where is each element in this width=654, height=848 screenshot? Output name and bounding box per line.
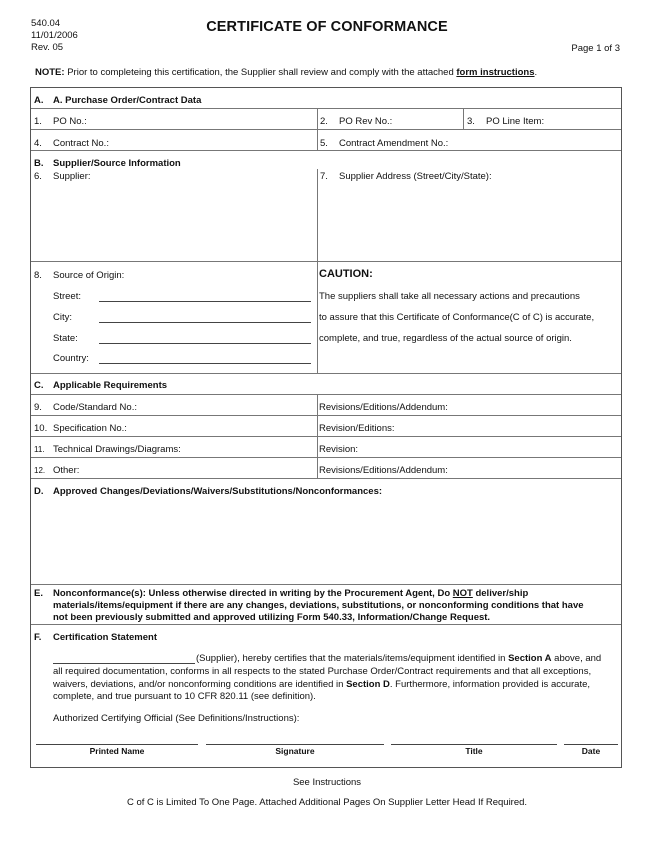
spec-revisions-field[interactable]: Revision/Editions: bbox=[319, 423, 395, 434]
contract-amendment-field[interactable]: Contract Amendment No.: bbox=[339, 138, 449, 149]
country-input[interactable] bbox=[99, 363, 311, 364]
cert-line-2: all required documentation, conforms in all respects to the stated Purchase Order/Contract requirements and that all exceptions, bbox=[53, 666, 592, 677]
form-revision: Rev. 05 bbox=[31, 42, 64, 53]
date-label: Date bbox=[581, 746, 601, 756]
supplier-address-field[interactable]: Supplier Address (Street/City/State): bbox=[339, 171, 492, 182]
section-b-title: Supplier/Source Information bbox=[53, 158, 181, 169]
divider bbox=[31, 624, 621, 625]
divider bbox=[463, 108, 464, 129]
divider bbox=[31, 394, 621, 395]
date-input[interactable] bbox=[564, 744, 618, 745]
page-indicator: Page 1 of 3 bbox=[571, 43, 620, 54]
code-revisions-field[interactable]: Revisions/Editions/Addendum: bbox=[319, 402, 448, 413]
section-f-letter: F. bbox=[34, 632, 42, 643]
section-e-line: deliver/ship bbox=[472, 588, 529, 599]
field-num: 3. bbox=[467, 116, 475, 127]
divider bbox=[317, 169, 318, 262]
divider bbox=[31, 457, 621, 458]
state-input[interactable] bbox=[99, 343, 311, 344]
form-instructions-link[interactable]: form instructions bbox=[456, 67, 535, 78]
note-label: NOTE: bbox=[35, 67, 65, 78]
cert-text: above, and bbox=[551, 653, 602, 664]
contract-number-field[interactable]: Contract No.: bbox=[53, 138, 109, 149]
divider bbox=[31, 108, 621, 109]
field-num: 4. bbox=[34, 138, 42, 149]
street-input[interactable] bbox=[99, 301, 311, 302]
divider bbox=[31, 373, 621, 374]
section-d-title: Approved Changes/Deviations/Waivers/Substitutions/Nonconformances: bbox=[53, 486, 383, 497]
note-end: . bbox=[534, 67, 538, 78]
country-label: Country: bbox=[53, 353, 89, 364]
form-number: 540.04 bbox=[31, 18, 61, 29]
field-num: 12. bbox=[34, 466, 46, 475]
cert-line-3 bbox=[53, 679, 590, 690]
authorized-official-label: Authorized Certifying Official (See Definitions/Instructions): bbox=[53, 713, 300, 724]
section-e-line: materials/items/equipment if there are any changes, deviations, substitutions, or nonconforming conditions that have bbox=[53, 600, 584, 611]
page-limit-note: C of C is Limited To One Page. Attached Additional Pages On Supplier Letter Head If Required. bbox=[126, 797, 528, 808]
caution-line: to assure that this Certificate of Conformance(C of C) is accurate, bbox=[319, 312, 595, 323]
caution-title: CAUTION: bbox=[319, 268, 373, 280]
not-emphasis: NOT bbox=[452, 588, 473, 599]
field-num: 5. bbox=[320, 138, 328, 149]
cert-line-1 bbox=[196, 653, 601, 664]
field-num: 11. bbox=[34, 445, 45, 454]
specification-field[interactable]: Specification No.: bbox=[53, 423, 127, 434]
signature-input[interactable] bbox=[206, 744, 384, 745]
section-e-line: not been previously submitted and approved utilizing Form 540.33, Information/Change Request. bbox=[53, 612, 491, 623]
printed-name-input[interactable] bbox=[36, 744, 198, 745]
title-label: Title bbox=[465, 746, 483, 756]
po-number-field[interactable]: PO No.: bbox=[53, 116, 87, 127]
caution-line: The suppliers shall take all necessary actions and precautions bbox=[319, 291, 580, 302]
cert-text: . Furthermore, information provided is accurate, bbox=[389, 679, 591, 690]
cert-text: waivers, deviations, and/or nonconforming conditions are identified in bbox=[53, 679, 347, 690]
po-line-item-field[interactable]: PO Line Item: bbox=[486, 116, 545, 127]
divider bbox=[31, 415, 621, 416]
see-instructions: See Instructions bbox=[292, 777, 362, 788]
field-num: 8. bbox=[34, 270, 42, 281]
section-c-title: Applicable Requirements bbox=[53, 380, 168, 391]
approved-changes-area[interactable] bbox=[32, 500, 620, 582]
divider bbox=[31, 150, 621, 151]
divider bbox=[31, 478, 621, 479]
divider bbox=[31, 584, 621, 585]
form-date: 11/01/2006 bbox=[31, 30, 78, 41]
source-of-origin-label: Source of Origin: bbox=[53, 270, 125, 281]
field-num: 6. bbox=[34, 171, 42, 182]
supplier-name-input[interactable] bbox=[53, 663, 195, 664]
divider bbox=[317, 261, 318, 373]
cert-line-4: complete, and true pursuant to 10 CFR 820.11 (see definition). bbox=[53, 691, 316, 702]
divider bbox=[317, 129, 318, 150]
section-b-letter: B. bbox=[34, 158, 44, 169]
section-d-ref: Section D bbox=[346, 679, 390, 690]
city-label: City: bbox=[53, 312, 72, 323]
section-f-title: Certification Statement bbox=[53, 632, 157, 643]
supplier-field[interactable]: Supplier: bbox=[53, 171, 91, 182]
city-input[interactable] bbox=[99, 322, 311, 323]
po-rev-field[interactable]: PO Rev No.: bbox=[339, 116, 393, 127]
field-num: 9. bbox=[34, 402, 42, 413]
cert-text: (Supplier), hereby certifies that the materials/items/equipment identified in bbox=[196, 653, 509, 664]
title-input[interactable] bbox=[391, 744, 557, 745]
section-a-title: A. Purchase Order/Contract Data bbox=[53, 95, 202, 106]
field-num: 2. bbox=[320, 116, 328, 127]
section-c-letter: C. bbox=[34, 380, 44, 391]
printed-name-label: Printed Name bbox=[89, 746, 145, 756]
field-num: 7. bbox=[320, 171, 328, 182]
section-a-ref: Section A bbox=[508, 653, 552, 664]
other-field[interactable]: Other: bbox=[53, 465, 80, 476]
state-label: State: bbox=[53, 333, 78, 344]
other-revisions-field[interactable]: Revisions/Editions/Addendum: bbox=[319, 465, 448, 476]
divider bbox=[317, 108, 318, 129]
section-e-line: Nonconformance(s): Unless otherwise directed in writing by the Procurement Agent, Do bbox=[53, 588, 453, 599]
code-standard-field[interactable]: Code/Standard No.: bbox=[53, 402, 137, 413]
section-e-text bbox=[53, 588, 584, 624]
note-text: Prior to completeing this certification, the Supplier shall review and comply with the attached bbox=[67, 67, 454, 78]
divider bbox=[31, 129, 621, 130]
divider bbox=[31, 261, 621, 262]
technical-drawings-field[interactable]: Technical Drawings/Diagrams: bbox=[53, 444, 181, 455]
form-frame bbox=[30, 87, 622, 768]
caution-line: complete, and true, regardless of the actual source of origin. bbox=[319, 333, 572, 344]
divider bbox=[317, 394, 318, 478]
section-e-letter: E. bbox=[34, 588, 43, 599]
section-d-letter: D. bbox=[34, 486, 44, 497]
street-label: Street: bbox=[53, 291, 81, 302]
page-title: CERTIFICATE OF CONFORMANCE bbox=[206, 19, 448, 35]
note-line bbox=[35, 67, 537, 78]
divider bbox=[31, 436, 621, 437]
section-a-letter: A. bbox=[34, 95, 44, 106]
field-num: 10. bbox=[34, 423, 48, 434]
drawing-revision-field[interactable]: Revision: bbox=[319, 444, 359, 455]
signature-label: Signature bbox=[275, 746, 315, 756]
field-num: 1. bbox=[34, 116, 42, 127]
